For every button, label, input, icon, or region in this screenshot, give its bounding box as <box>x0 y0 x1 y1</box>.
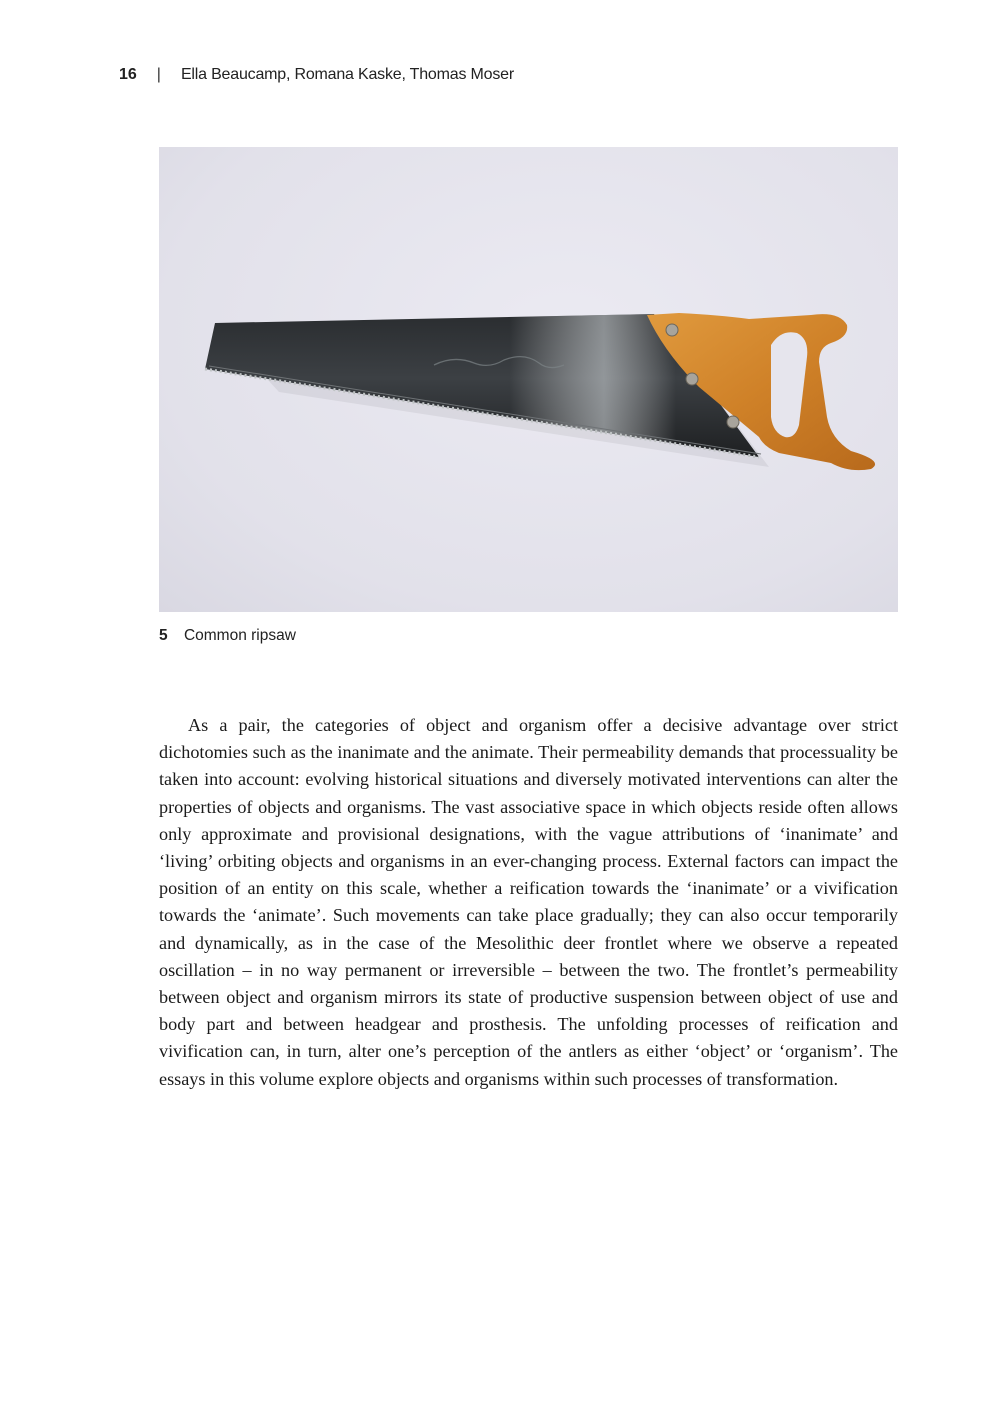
header-authors: Ella Beaucamp, Romana Kaske, Thomas Moser <box>180 66 514 83</box>
page-number: 16 <box>119 66 137 83</box>
figure-caption-text: Common ripsaw <box>183 627 296 644</box>
figure-caption <box>159 627 296 645</box>
handle-screw <box>666 324 678 336</box>
body-paragraph: As a pair, the categories of object and organism offer a decisive advantage over strict dichotomies such as the inanimate and the animate. Their permeability demands that processuality be taken into account: evolving historical situations and diversely motivated interventions can alter the properties of objects and organisms. The vast associative space in which objects reside often allows only approximate and provisional designations, with the vague attributions of ‘inanimate’ and ‘living’ orbiting objects and organisms in an ever-changing process. External factors can impact the position of an entity on this scale, whether a reification towards the ‘inanimate’ or a vivification towards the ‘animate’. Such movements can take place gradually; they can also occur temporarily and dynamically, as in the case of the Mesolithic deer frontlet where we observe a repeated oscillation – in no way permanent or irreversible – between the two. The frontlet’s permeability between object and organism mirrors its state of productive suspension between object of use and body part and between headgear and prosthesis. The unfolding processes of reification and vivification can, in turn, alter one’s perception of the antlers as either ‘object’ or ‘organism’. The essays in this volume explore objects and organisms within such processes of transformation. <box>159 715 898 1089</box>
header-separator: | <box>156 66 161 83</box>
body-text <box>159 712 898 1093</box>
ripsaw-image <box>159 147 898 612</box>
figure-photo <box>159 147 898 612</box>
figure-number: 5 <box>159 627 168 644</box>
handle-screw <box>727 416 739 428</box>
handle-screw <box>686 373 698 385</box>
running-head <box>119 66 514 84</box>
